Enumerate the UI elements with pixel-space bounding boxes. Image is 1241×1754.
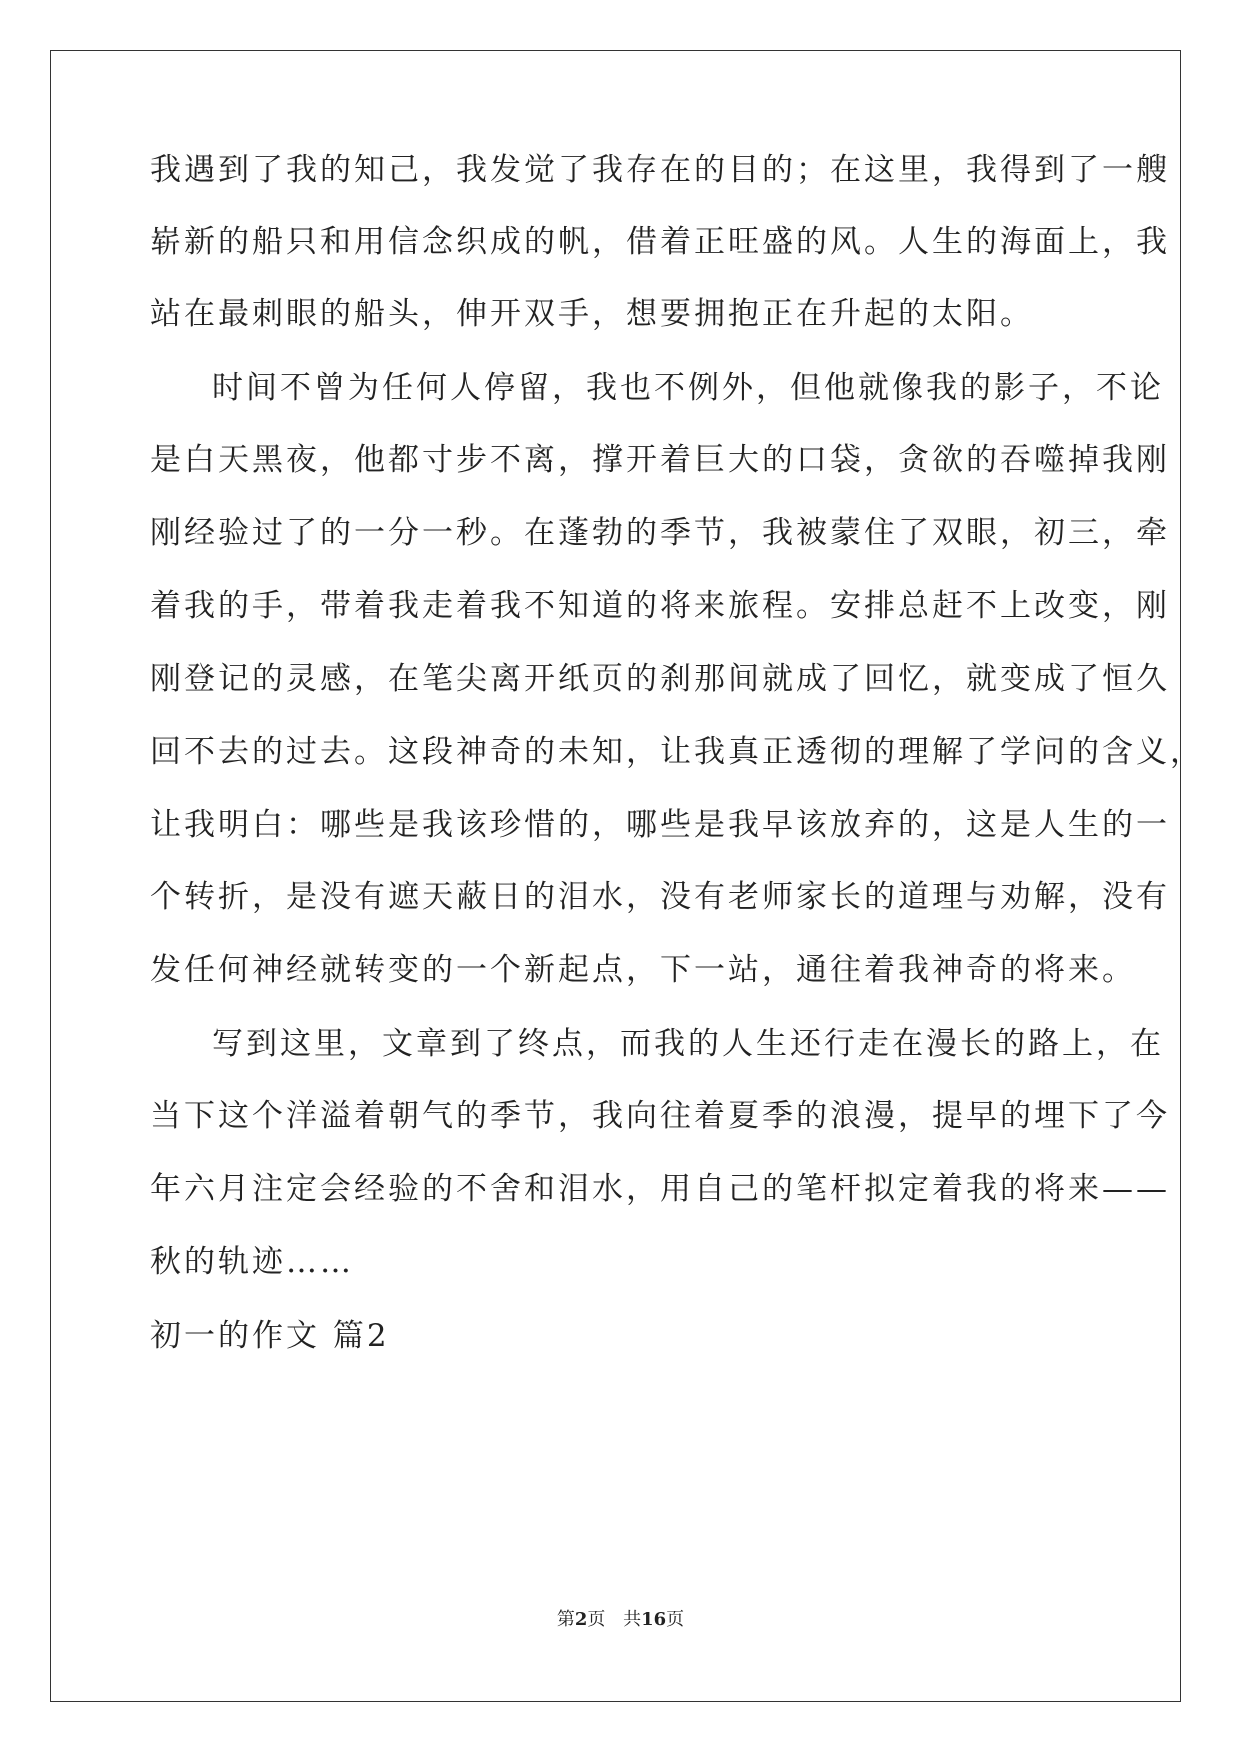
total-pages-number: 16 <box>641 1609 667 1630</box>
text-line: 个转折，是没有遮天蔽日的泪水，没有老师家长的道理与劝解，没有 <box>150 879 1170 915</box>
text-line: 刚经验过了的一分一秒。在蓬勃的季节，我被蒙住了双眼，初三，牵 <box>150 515 1170 551</box>
text-line: 让我明白：哪些是我该珍惜的，哪些是我早该放弃的，这是人生的一 <box>150 807 1170 843</box>
section-heading: 初一的作文 篇2 <box>150 1318 390 1354</box>
total-suffix: 页 <box>666 1609 685 1630</box>
page-footer <box>0 1605 1241 1631</box>
text-line: 是白天黑夜，他都寸步不离，撑开着巨大的口袋，贪欲的吞噬掉我刚 <box>150 442 1170 478</box>
page-number: 2 <box>574 1609 588 1630</box>
text-line: 回不去的过去。这段神奇的未知，让我真正透彻的理解了学问的含义， <box>150 734 1204 770</box>
text-line: 写到这里，文章到了终点，而我的人生还行走在漫长的路上，在 <box>212 1026 1164 1062</box>
text-line: 发任何神经就转变的一个新起点，下一站，通往着我神奇的将来。 <box>150 952 1136 988</box>
text-line: 当下这个洋溢着朝气的季节，我向往着夏季的浪漫，提早的埋下了今 <box>150 1098 1170 1134</box>
total-pages-indicator <box>623 1609 684 1630</box>
text-line: 我遇到了我的知己，我发觉了我存在的目的；在这里，我得到了一艘 <box>150 152 1170 188</box>
page-indicator <box>557 1609 606 1630</box>
text-line: 年六月注定会经验的不舍和泪水，用自己的笔杆拟定着我的将来—— <box>150 1171 1170 1207</box>
text-line: 着我的手，带着我走着我不知道的将来旅程。安排总赶不上改变，刚 <box>150 588 1170 624</box>
text-line: 站在最刺眼的船头，伸开双手，想要拥抱正在升起的太阳。 <box>150 296 1034 332</box>
page-suffix: 页 <box>587 1609 606 1630</box>
total-prefix: 共 <box>623 1609 642 1630</box>
text-line: 秋的轨迹…… <box>150 1244 354 1280</box>
page-prefix: 第 <box>556 1609 575 1630</box>
text-line: 时间不曾为任何人停留，我也不例外，但他就像我的影子，不论 <box>212 370 1164 406</box>
text-line: 刚登记的灵感，在笔尖离开纸页的刹那间就成了回忆，就变成了恒久 <box>150 661 1170 697</box>
text-line: 崭新的船只和用信念织成的帆，借着正旺盛的风。人生的海面上，我 <box>150 224 1170 260</box>
